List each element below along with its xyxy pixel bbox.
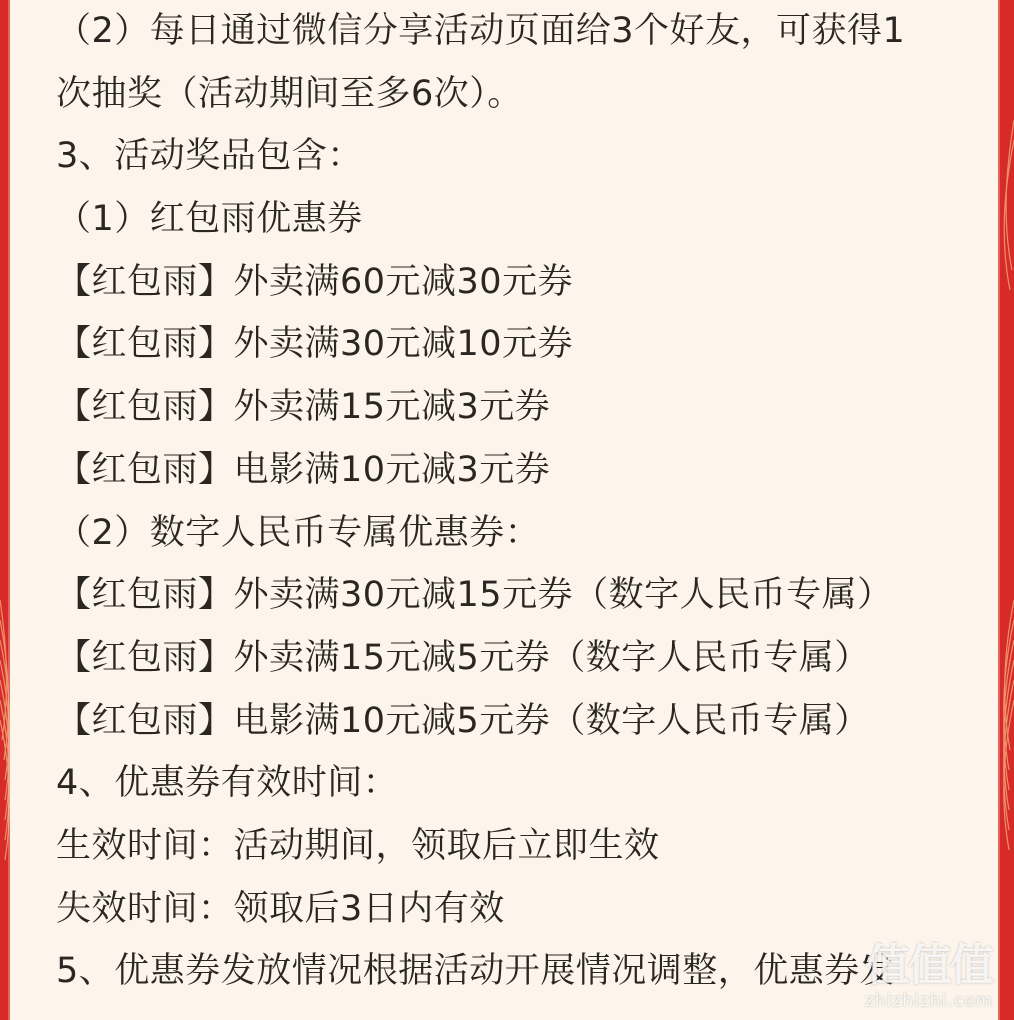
rule-line: 【红包雨】外卖满60元减30元券	[56, 261, 574, 302]
rule-line: 【红包雨】外卖满15元减5元券（数字人民币专属）	[56, 637, 870, 678]
rule-line: 3、活动奖品包含：	[56, 136, 363, 177]
rule-line: （2）数字人民币专属优惠券：	[56, 512, 541, 553]
rule-line: 【红包雨】外卖满30元减15元券（数字人民币专属）	[56, 575, 893, 616]
rule-line: （1）红包雨优惠券	[56, 199, 363, 240]
rule-line: 【红包雨】电影满10元减3元券	[56, 449, 551, 490]
rule-line: 【红包雨】电影满10元减5元券（数字人民币专属）	[56, 700, 870, 741]
rule-line: 失效时间：领取后3日内有效	[56, 888, 505, 929]
rule-line: 5、优惠券发放情况根据活动开展情况调整，优惠券发	[56, 951, 896, 992]
watermark-url: zhizhizhi.com	[865, 991, 993, 1011]
rules-card	[10, 0, 998, 1020]
rule-line: 生效时间：活动期间，领取后立即生效	[56, 825, 660, 866]
watermark-title: 值值值	[866, 940, 992, 991]
rule-line: 【红包雨】外卖满30元减10元券	[56, 324, 574, 365]
activity-rules-list	[56, 0, 986, 1003]
rule-line: （2）每日通过微信分享活动页面给3个好友，可获得1	[56, 11, 906, 51]
rule-line: 次抽奖（活动期间至多6次）。	[56, 73, 523, 114]
site-watermark	[854, 940, 1004, 1016]
rule-line: 4、优惠券有效时间：	[56, 763, 399, 804]
rule-line: 【红包雨】外卖满15元减3元券	[56, 387, 551, 428]
